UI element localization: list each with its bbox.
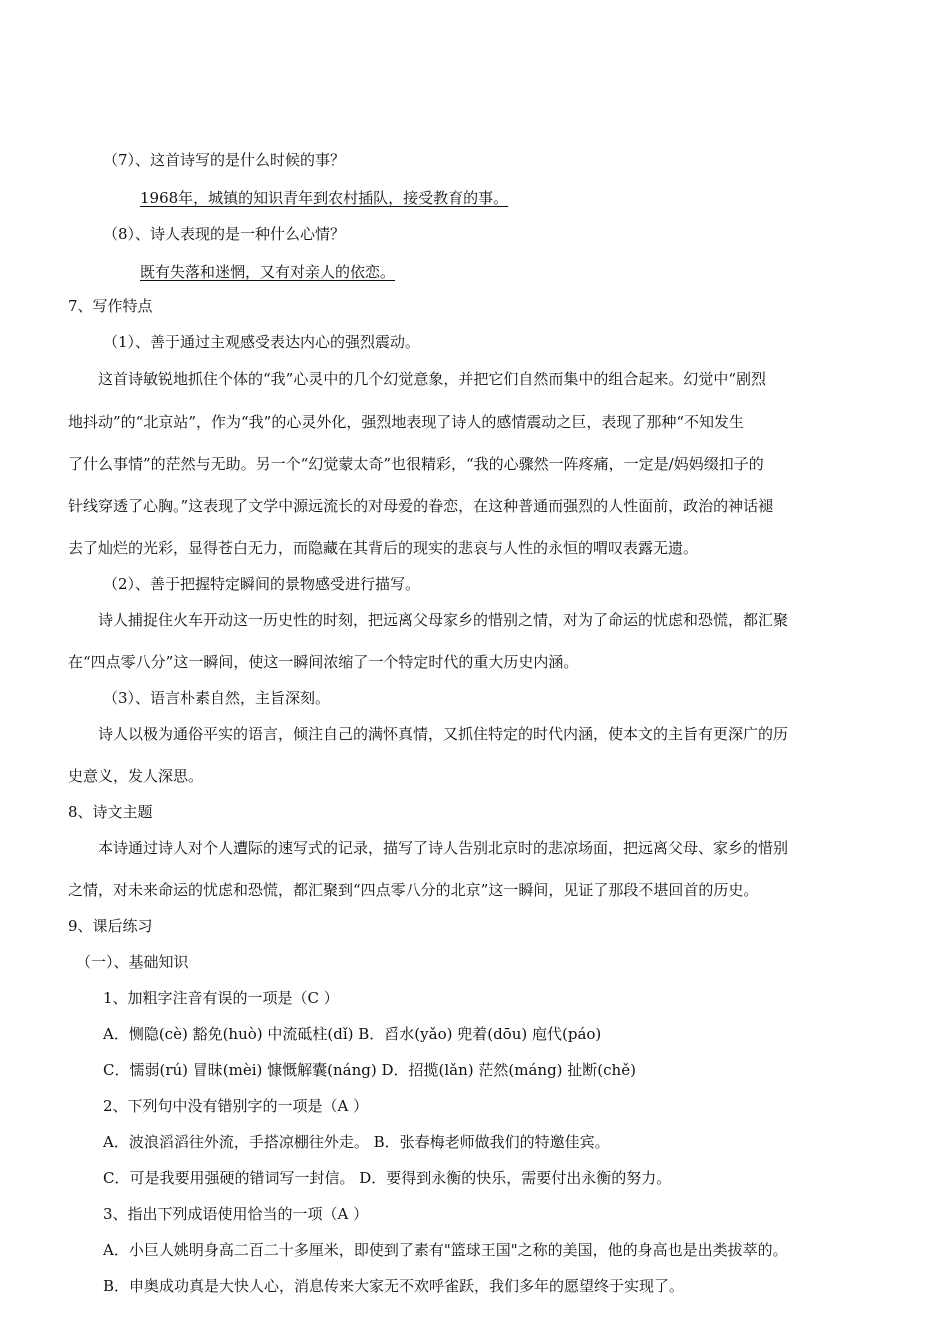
s9-q2-options-ab: A．波浪滔滔往外流，手搭凉棚往外走。 B．张春梅老师做我们的特邀佳宾。 (103, 1133, 610, 1151)
s7-p1-line-3: 了什么事情”的茫然与无助。另一个“幻觉蒙太奇”也很精彩，“我的心骤然一阵疼痛，一定是/妈妈缀扣子的 (68, 455, 764, 473)
s9-q2: 2、下列句中没有错别字的一项是（A ） (103, 1097, 369, 1115)
section-7-heading: 7、写作特点 (68, 297, 153, 315)
q7-question: （7）、这首诗写的是什么时候的事？ (103, 151, 346, 169)
q7-answer: 1968年，城镇的知识青年到农村插队，接受教育的事。 (140, 189, 509, 207)
s7-p1-title: （1）、善于通过主观感受表达内心的强烈震动。 (103, 333, 421, 351)
s9-q1: 1、加粗字注音有误的一项是（C ） (103, 989, 339, 1007)
section-9-heading: 9、课后练习 (68, 917, 153, 935)
s7-p2-title: （2）、善于把握特定瞬间的景物感受进行描写。 (103, 575, 421, 593)
s7-p1-line-1: 这首诗敏锐地抓住个体的“我”心灵中的几个幻觉意象，并把它们自然而集中的组合起来。幻觉中“剧烈 (98, 370, 767, 388)
s7-p2-line-1: 诗人捕捉住火车开动这一历史性的时刻，把远离父母家乡的惜别之情，对为了命运的忧虑和恐慌，都汇聚 (98, 611, 789, 629)
section-8-heading: 8、诗文主题 (68, 803, 153, 821)
s9-q2-options-cd: C．可是我要用强硬的错词写一封信。 D．要得到永衡的快乐，需要付出永衡的努力。 (103, 1169, 672, 1187)
s7-p1-line-4: 针线穿透了心胸。”这表现了文学中源远流长的对母爱的眷恋，在这种普通而强烈的人性面前，政治的神话褪 (68, 497, 774, 515)
s9-q3: 3、指出下列成语使用恰当的一项（A ） (103, 1205, 369, 1223)
s9-q3-option-a: A．小巨人姚明身高二百二十多厘米，即使到了素有"篮球王国"之称的美国，他的身高也是出类拔萃的。 (103, 1241, 788, 1259)
s7-p1-line-2: 地抖动”的“北京站”，作为“我”的心灵外化，强烈地表现了诗人的感情震动之巨，表现了那种“不知发生 (68, 413, 745, 431)
s9-q1-options-ab: A．恻隐(cè) 豁免(huò) 中流砥柱(dǐ) B．舀水(yǎo) 兜着(dōu) 庖代(páo) (103, 1025, 602, 1043)
q8-question: （8）、诗人表现的是一种什么心情？ (103, 225, 346, 243)
s9-q3-option-b: B．申奥成功真是大快人心，消息传来大家无不欢呼雀跃，我们多年的愿望终于实现了。 (103, 1277, 685, 1295)
s9-q1-options-cd: C．懦弱(rú) 冒昧(mèi) 慷慨解囊(náng) D．招揽(lǎn) 茫然(máng) 扯断(chě) (103, 1061, 636, 1079)
s8-line-1: 本诗通过诗人对个人遭际的速写式的记录，描写了诗人告别北京时的悲凉场面，把远离父母、家乡的惜别 (98, 839, 789, 857)
s7-p3-line-1: 诗人以极为通俗平实的语言，倾注自己的满怀真情，又抓住特定的时代内涵，使本文的主旨有更深广的历 (98, 725, 789, 743)
q8-answer: 既有失落和迷惘，又有对亲人的依恋。 (140, 263, 396, 281)
s7-p2-line-2: 在“四点零八分”这一瞬间，使这一瞬间浓缩了一个特定时代的重大历史内涵。 (68, 653, 579, 671)
s7-p1-line-5: 去了灿烂的光彩，显得苍白无力，而隐藏在其背后的现实的悲哀与人性的永恒的喟叹表露无遗。 (68, 539, 699, 557)
s7-p3-line-2: 史意义，发人深思。 (68, 767, 204, 785)
s9-subheading: （一）、基础知识 (76, 953, 189, 971)
s8-line-2: 之情，对未来命运的忧虑和恐慌，都汇聚到“四点零八分的北京”这一瞬间，见证了那段不堪回首的历史。 (68, 881, 759, 899)
s7-p3-title: （3）、语言朴素自然，主旨深刻。 (103, 689, 331, 707)
